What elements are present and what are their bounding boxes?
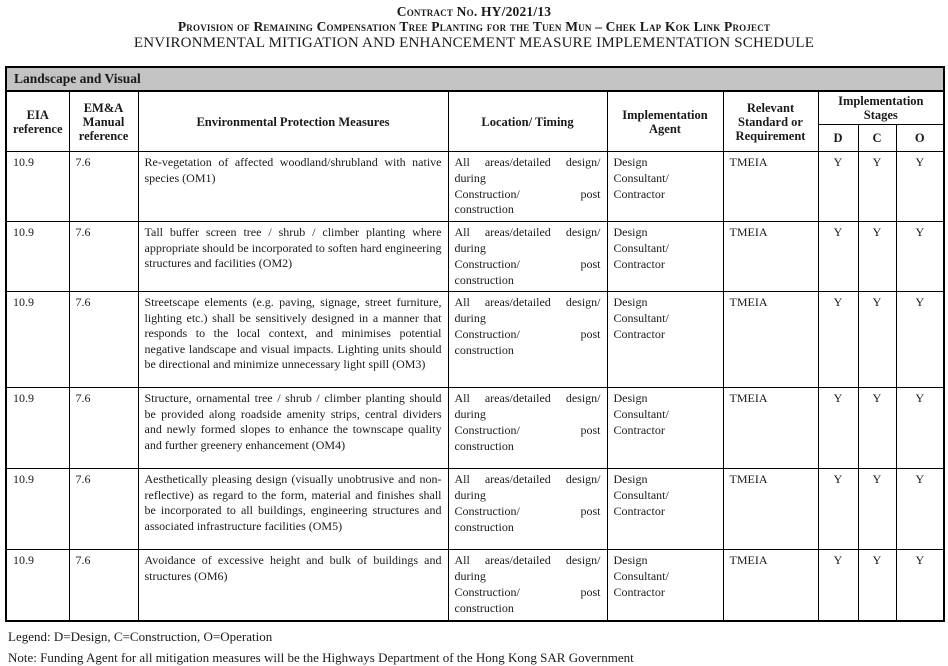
agent-line: Design [613,391,648,406]
stage-o-cell: Y [896,152,944,222]
col-stage-c: C [858,125,896,152]
eia-reference-cell: 10.9 [6,152,69,222]
col-implementation-stages: Implementation Stages [818,91,944,125]
location-line: All areas/detailed design/ [454,295,601,310]
table-row-om2 [6,222,944,292]
ema-reference-cell: 7.6 [69,292,138,388]
stage-o-cell: Y [896,222,944,292]
location-line: during [454,311,486,326]
col-stage-d: D [818,125,858,152]
agent-line: Consultant/ [613,170,669,185]
col-environmental-protection-measures: Environmental Protection Measures [138,91,448,152]
location-line: All areas/detailed design/ [454,391,601,406]
agent-line: Consultant/ [613,240,669,255]
location-line: All areas/detailed design/ [454,155,601,169]
agent-line: Consultant/ [613,569,669,584]
table-row-om3 [6,292,944,388]
implementation-agent-cell [607,292,723,388]
location-line: during [454,569,486,584]
contract-number: Contract No. HY/2021/13 [396,4,552,19]
stage-d-cell: Y [818,469,858,550]
location-line: Construction/ post [454,326,601,341]
location-timing-cell [448,292,607,388]
stage-d-cell: Y [818,292,858,388]
col-relevant-standard: Relevant Standard or Requirement [723,91,818,152]
implementation-agent-cell [607,550,723,621]
stage-d-cell: Y [818,388,858,469]
location-line: All areas/detailed design/ [454,472,601,487]
location-line: All areas/detailed design/ [454,225,601,240]
location-line: construction [454,519,514,534]
project-title: Provision of Remaining Compensation Tree Planting for the Tuen Mun – Chek Lap Kok Link Project [177,19,771,34]
stage-o-cell: Y [896,388,944,469]
table-row-om4 [6,388,944,469]
location-line: construction [454,272,514,287]
location-line: construction [454,600,514,615]
location-line: during [454,488,486,503]
location-timing-cell [448,550,607,621]
implementation-agent-cell [607,469,723,550]
col-eia-reference: EIA reference [6,91,69,152]
location-line: during [454,240,486,255]
section-title: Landscape and Visual [6,67,944,91]
agent-line: Contractor [613,584,665,599]
location-line: Construction/ post [454,422,601,437]
agent-line: Contractor [613,256,665,271]
stage-c-cell: Y [858,550,896,621]
eia-reference-cell: 10.9 [6,292,69,388]
agent-line: Consultant/ [613,407,669,422]
agent-line: Consultant/ [613,311,669,326]
ema-reference-cell: 7.6 [69,152,138,222]
implementation-agent-cell [607,152,723,222]
standard-cell: TMEIA [723,388,818,469]
location-timing-cell [448,222,607,292]
stage-o-cell: Y [896,292,944,388]
table-row-om5 [6,469,944,550]
standard-cell: TMEIA [723,292,818,388]
measure-cell: Aesthetically pleasing design (visually unobtrusive and non-reflective) as regard to the form, material and finishes shall be incorporated to all buildings, engineering structures and associated infrastructure facilities (OM5) [138,469,448,550]
eia-reference-cell: 10.9 [6,388,69,469]
table-row-om6 [6,550,944,621]
implementation-agent-cell [607,222,723,292]
measure-cell: Avoidance of excessive height and bulk of buildings and structures (OM6) [138,550,448,621]
agent-line: Design [613,225,648,240]
stage-c-cell: Y [858,469,896,550]
stage-c-cell: Y [858,152,896,222]
stage-d-cell: Y [818,152,858,222]
schedule-title: ENVIRONMENTAL MITIGATION AND ENHANCEMENT MEASURE IMPLEMENTATION SCHEDULE [133,35,815,51]
standard-cell: TMEIA [723,222,818,292]
ema-reference-cell: 7.6 [69,388,138,469]
agent-line: Contractor [613,186,665,201]
document-footer [8,629,948,666]
location-line: Construction/ post [454,584,601,599]
table-row-om1 [6,152,944,222]
agent-line: Contractor [613,326,665,341]
stage-d-cell: Y [818,222,858,292]
agent-line: Contractor [613,422,665,437]
standard-cell: TMEIA [723,152,818,222]
implementation-schedule-table [5,66,945,622]
stage-c-cell: Y [858,388,896,469]
document-header [0,0,948,51]
stage-c-cell: Y [858,292,896,388]
location-line: Construction/ post [454,186,601,201]
measure-cell: Structure, ornamental tree / shrub / climber planting should be provided along roadside amenity strips, central dividers and newly formed slopes to enhance the townscape quality and further greenery enhancement (OM4) [138,388,448,469]
eia-reference-cell: 10.9 [6,550,69,621]
stage-o-cell: Y [896,550,944,621]
location-line: during [454,170,486,185]
location-line: Construction/ post [454,503,601,518]
location-timing-cell [448,469,607,550]
location-line: All areas/detailed design/ [454,553,601,568]
measure-cell: Re-vegetation of affected woodland/shrubland with native species (OM1) [138,152,448,222]
location-line: during [454,407,486,422]
agent-line: Contractor [613,503,665,518]
header-row [6,91,944,125]
stage-d-cell: Y [818,550,858,621]
ema-reference-cell: 7.6 [69,222,138,292]
standard-cell: TMEIA [723,469,818,550]
col-ema-manual-reference: EM&A Manual reference [69,91,138,152]
agent-line: Design [613,553,648,568]
measure-cell: Streetscape elements (e.g. paving, signage, street furniture, lighting etc.) shall be sensitively designed in a manner that responds to the local context, and minimises potential negative landscape and visual impacts. Lighting units should be directional and minimize unnecessary light spill (OM3) [138,292,448,388]
location-timing-cell [448,388,607,469]
stage-c-cell: Y [858,222,896,292]
implementation-agent-cell [607,388,723,469]
location-line: construction [454,342,514,357]
eia-reference-cell: 10.9 [6,469,69,550]
agent-line: Consultant/ [613,488,669,503]
legend-text: Legend: D=Design, C=Construction, O=Operation [8,628,273,644]
location-line: Construction/ post [454,256,601,271]
agent-line: Design [613,155,648,169]
section-band-row [6,67,944,91]
ema-reference-cell: 7.6 [69,469,138,550]
eia-reference-cell: 10.9 [6,222,69,292]
agent-line: Design [613,472,648,487]
measure-cell: Tall buffer screen tree / shrub / climber planting where appropriate should be incorporated to soften hard engineering structures and facilities (OM2) [138,222,448,292]
standard-cell: TMEIA [723,550,818,621]
ema-reference-cell: 7.6 [69,550,138,621]
col-implementation-agent: Implementation Agent [607,91,723,152]
funding-note-text: Note: Funding Agent for all mitigation measures will be the Highways Department of the Hong Kong SAR Government [8,649,634,665]
location-line: construction [454,202,514,217]
agent-line: Design [613,295,648,310]
col-location-timing: Location/ Timing [448,91,607,152]
stage-o-cell: Y [896,469,944,550]
col-stage-o: O [896,125,944,152]
location-timing-cell [448,152,607,222]
location-line: construction [454,438,514,453]
